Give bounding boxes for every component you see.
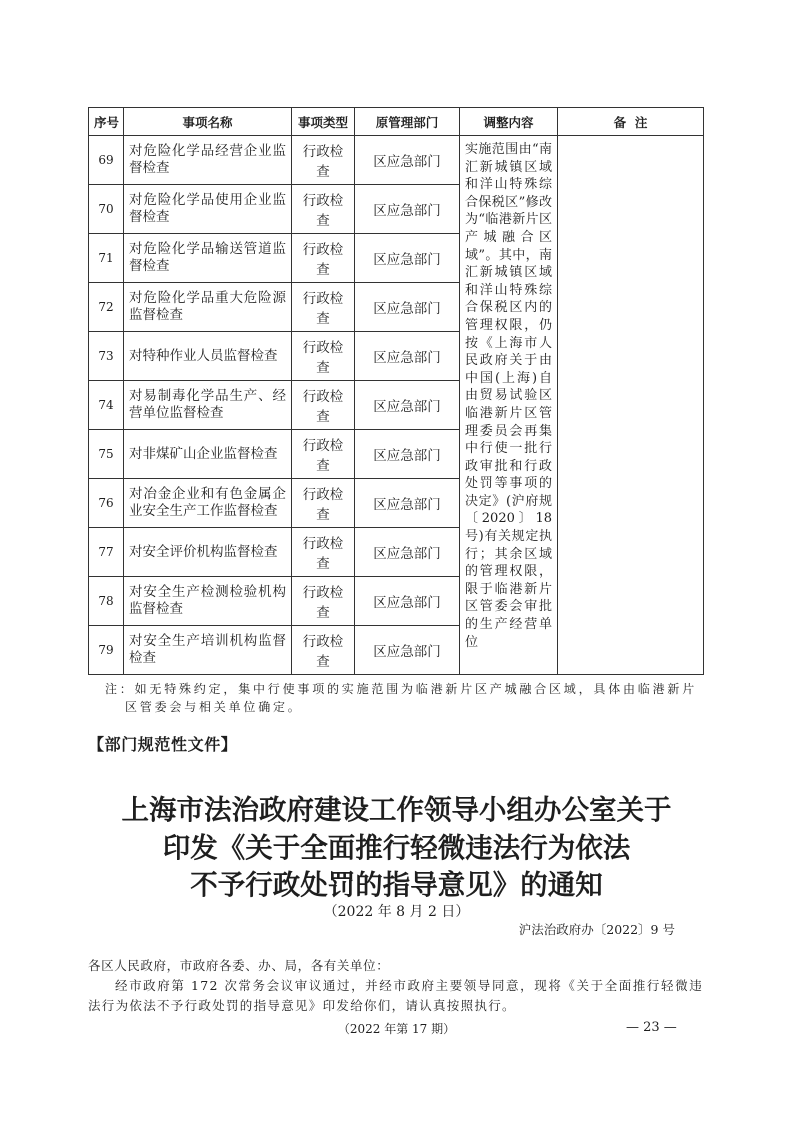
original-department-cell: 区应急部门: [355, 430, 460, 479]
original-department-cell: 区应急部门: [355, 528, 460, 577]
item-type-cell: 行政检查: [292, 185, 355, 234]
item-type-cell: 行政检查: [292, 430, 355, 479]
row-number-cell: 76: [89, 479, 124, 528]
original-department-cell: 区应急部门: [355, 283, 460, 332]
section-label: 【部门规范性文件】: [88, 735, 238, 754]
row-number-cell: 72: [89, 283, 124, 332]
header-adjustment: 调整内容: [460, 108, 558, 136]
item-type-cell: 行政检查: [292, 528, 355, 577]
row-number-cell: 73: [89, 332, 124, 381]
item-type-cell: 行政检查: [292, 283, 355, 332]
header-serial-number: 序号: [89, 108, 124, 136]
original-department-cell: 区应急部门: [355, 332, 460, 381]
item-type-cell: 行政检查: [292, 234, 355, 283]
item-name-cell: 对危险化学品重大危险源监督检查: [124, 283, 292, 332]
item-name-cell: 对危险化学品输送管道监督检查: [124, 234, 292, 283]
original-department-cell: 区应急部门: [355, 381, 460, 430]
table-note: 注：如无特殊约定，集中行使事项的实施范围为临港新片区产城融合区域，具体由临港新片区管委会与相关单位确定。: [105, 682, 698, 714]
item-name-cell: 对特种作业人员监督检查: [124, 332, 292, 381]
document-title: [0, 792, 793, 905]
header-remark: 备 注: [558, 108, 704, 136]
header-item-type: 事项类型: [292, 108, 355, 136]
title-line: 上海市法治政府建设工作领导小组办公室关于: [121, 794, 672, 826]
item-type-cell: 行政检查: [292, 136, 355, 185]
original-department-cell: 区应急部门: [355, 577, 460, 626]
item-type-cell: 行政检查: [292, 381, 355, 430]
header-original-department: 原管理部门: [355, 108, 460, 136]
table-body: [89, 136, 704, 675]
table-header-row: [89, 108, 704, 136]
row-number-cell: 70: [89, 185, 124, 234]
row-number-cell: 75: [89, 430, 124, 479]
item-name-cell: 对安全评价机构监督检查: [124, 528, 292, 577]
remark-cell: [558, 136, 704, 675]
item-name-cell: 对安全生产培训机构监督检查: [124, 626, 292, 675]
footer-issue: （2022 年第 17 期）: [337, 1022, 456, 1036]
document-number: 沪法治政府办〔2022〕9 号: [518, 922, 675, 937]
row-number-cell: 71: [89, 234, 124, 283]
item-name-cell: 对易制毒化学品生产、经营单位监督检查: [124, 381, 292, 430]
body-paragraph: 经市政府第 172 次常务会议审议通过，并经市政府主要领导同意，现将《关于全面推行轻微违法行为依法不予行政处罚的指导意见》印发给你们，请认真按照执行。: [88, 978, 703, 1013]
original-department-cell: 区应急部门: [355, 185, 460, 234]
original-department-cell: 区应急部门: [355, 479, 460, 528]
item-name-cell: 对危险化学品使用企业监督检查: [124, 185, 292, 234]
table-row: [89, 136, 704, 185]
original-department-cell: 区应急部门: [355, 136, 460, 185]
adjustment-content-cell: 实施范围由“南汇新城镇区域和洋山特殊综合保税区”修改为“临港新片区产城融合区域”。其中，南汇新城镇区域和洋山特殊综合保税区内的管理权限，仍按《上海市人民政府关于由中国(上海)自由贸易试验区临港新片区管理委员会再集中行使一批行政审批和行政处罚等事项的决定》(沪府规〔2020〕18号)有关规定执行；其余区域的管理权限，限于临港新片区管委会审批的生产经营单位: [460, 136, 558, 675]
title-line: 印发《关于全面推行轻微违法行为依法: [162, 831, 631, 864]
page-number: — 23 —: [626, 1020, 677, 1035]
row-number-cell: 74: [89, 381, 124, 430]
row-number-cell: 79: [89, 626, 124, 675]
item-type-cell: 行政检查: [292, 332, 355, 381]
original-department-cell: 区应急部门: [355, 626, 460, 675]
row-number-cell: 78: [89, 577, 124, 626]
document-date: （2022 年 8 月 2 日）: [323, 904, 470, 920]
addressee: 各区人民政府，市政府各委、办、局，各有关单位：: [88, 958, 390, 973]
item-name-cell: 对冶金企业和有色金属企业安全生产工作监督检查: [124, 479, 292, 528]
header-item-name: 事项名称: [124, 108, 292, 136]
items-table: [88, 107, 704, 675]
item-type-cell: 行政检查: [292, 577, 355, 626]
item-type-cell: 行政检查: [292, 479, 355, 528]
title-line: 不予行政处罚的指导意见》的通知: [190, 869, 603, 901]
item-name-cell: 对危险化学品经营企业监督检查: [124, 136, 292, 185]
row-number-cell: 69: [89, 136, 124, 185]
item-name-cell: 对安全生产检测检验机构监督检查: [124, 577, 292, 626]
row-number-cell: 77: [89, 528, 124, 577]
item-type-cell: 行政检查: [292, 626, 355, 675]
original-department-cell: 区应急部门: [355, 234, 460, 283]
item-name-cell: 对非煤矿山企业监督检查: [124, 430, 292, 479]
